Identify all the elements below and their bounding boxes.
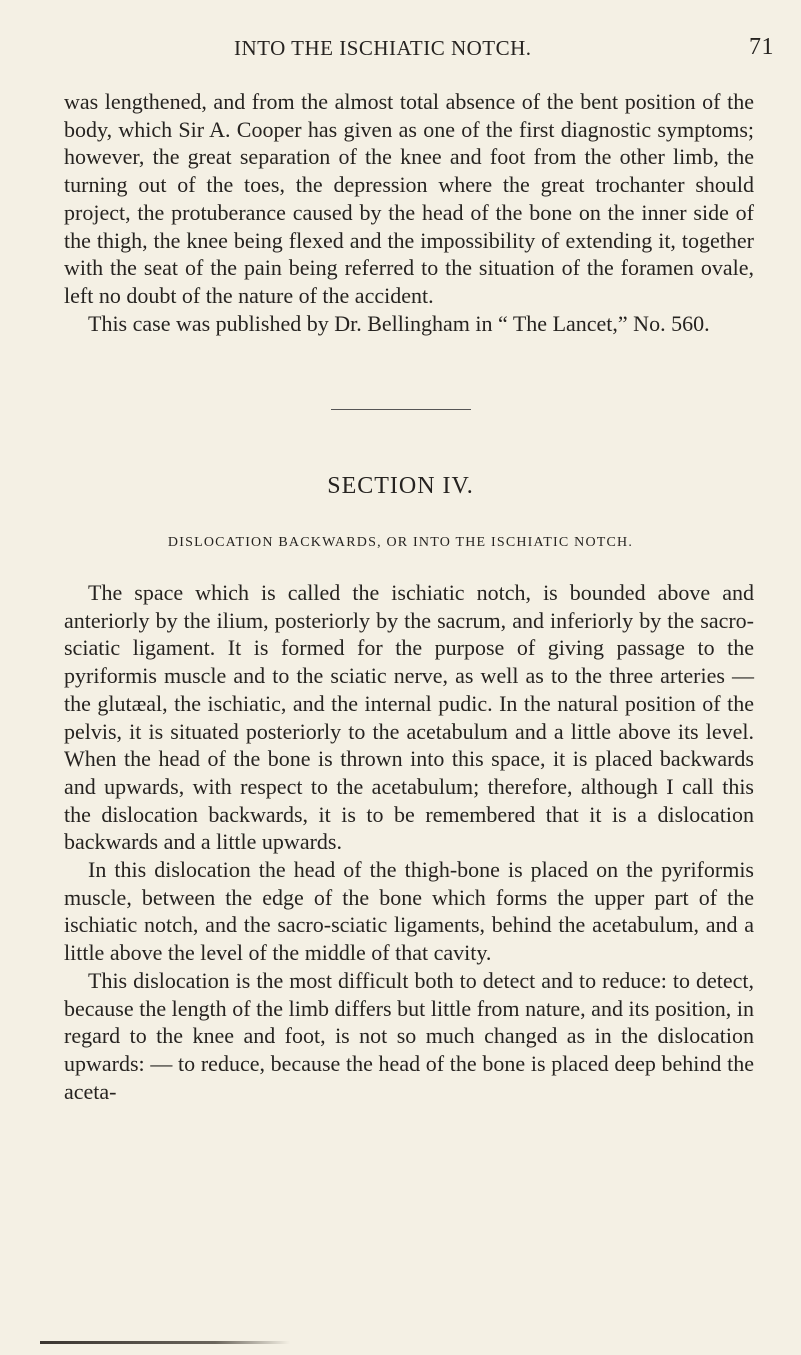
section-title: SECTION IV. bbox=[327, 473, 474, 499]
page-edge-mark bbox=[40, 1341, 290, 1344]
section-body bbox=[64, 579, 754, 1105]
section-subtitle: DISLOCATION BACKWARDS, OR INTO THE ISCHIATIC NOTCH. bbox=[167, 535, 634, 550]
page-number: 71 bbox=[749, 34, 774, 60]
paragraph-citation: This case was published by Dr. Bellingham in “ The Lancet,” No. 560. bbox=[88, 310, 710, 336]
intro-text bbox=[64, 88, 754, 337]
section-divider bbox=[331, 409, 471, 410]
paragraph: In this dislocation the head of the thigh-bone is placed on the pyriformis muscle, between the edge of the bone which forms the upper part of the ischiatic notch, and the sacro-sciatic ligaments, behind the acetabulum, and a little above the level of the middle of that cavity. bbox=[64, 857, 754, 966]
paragraph-continuation: was lengthened, and from the almost total absence of the bent position of the body, which Sir A. Cooper has given as one of the first diagnostic symptoms; however, the great separation of the knee and foot from the other limb, the turning out of the toes, the depression where the great trochanter should project, the protuberance caused by the head of the bone on the inner side of the thigh, the knee being flexed and the impossibility of extending it, together with the seat of the pain being referred to the situation of the foramen ovale, left no doubt of the nature of the accident. bbox=[64, 89, 754, 308]
running-head bbox=[64, 34, 774, 66]
running-title: INTO THE ISCHIATIC NOTCH. bbox=[234, 36, 532, 60]
paragraph: The space which is called the ischiatic notch, is bounded above and anteriorly by the ilium, posteriorly by the sacrum, and inferiorly by the sacro-sciatic ligament. It is formed for the purpose of giving passage to the pyriformis muscle and to the sciatic nerve, as well as to the three arteries — the glutæal, the ischiatic, and the internal pudic. In the natural position of the pelvis, it is situated posteriorly to the acetabulum and a little above its level. When the head of the bone is thrown into this space, it is placed backwards and upwards, with respect to the acetabulum; therefore, although I call this the dislocation backwards, it is to be remembered that it is a dislocation backwards and a little upwards. bbox=[64, 580, 754, 855]
paragraph: This dislocation is the most difficult both to detect and to reduce: to detect, because the length of the limb differs but little from nature, and its position, in regard to the knee and foot, is not so much changed as in the dislocation upwards: — to reduce, because the head of the bone is placed deep behind the aceta- bbox=[64, 967, 754, 1104]
